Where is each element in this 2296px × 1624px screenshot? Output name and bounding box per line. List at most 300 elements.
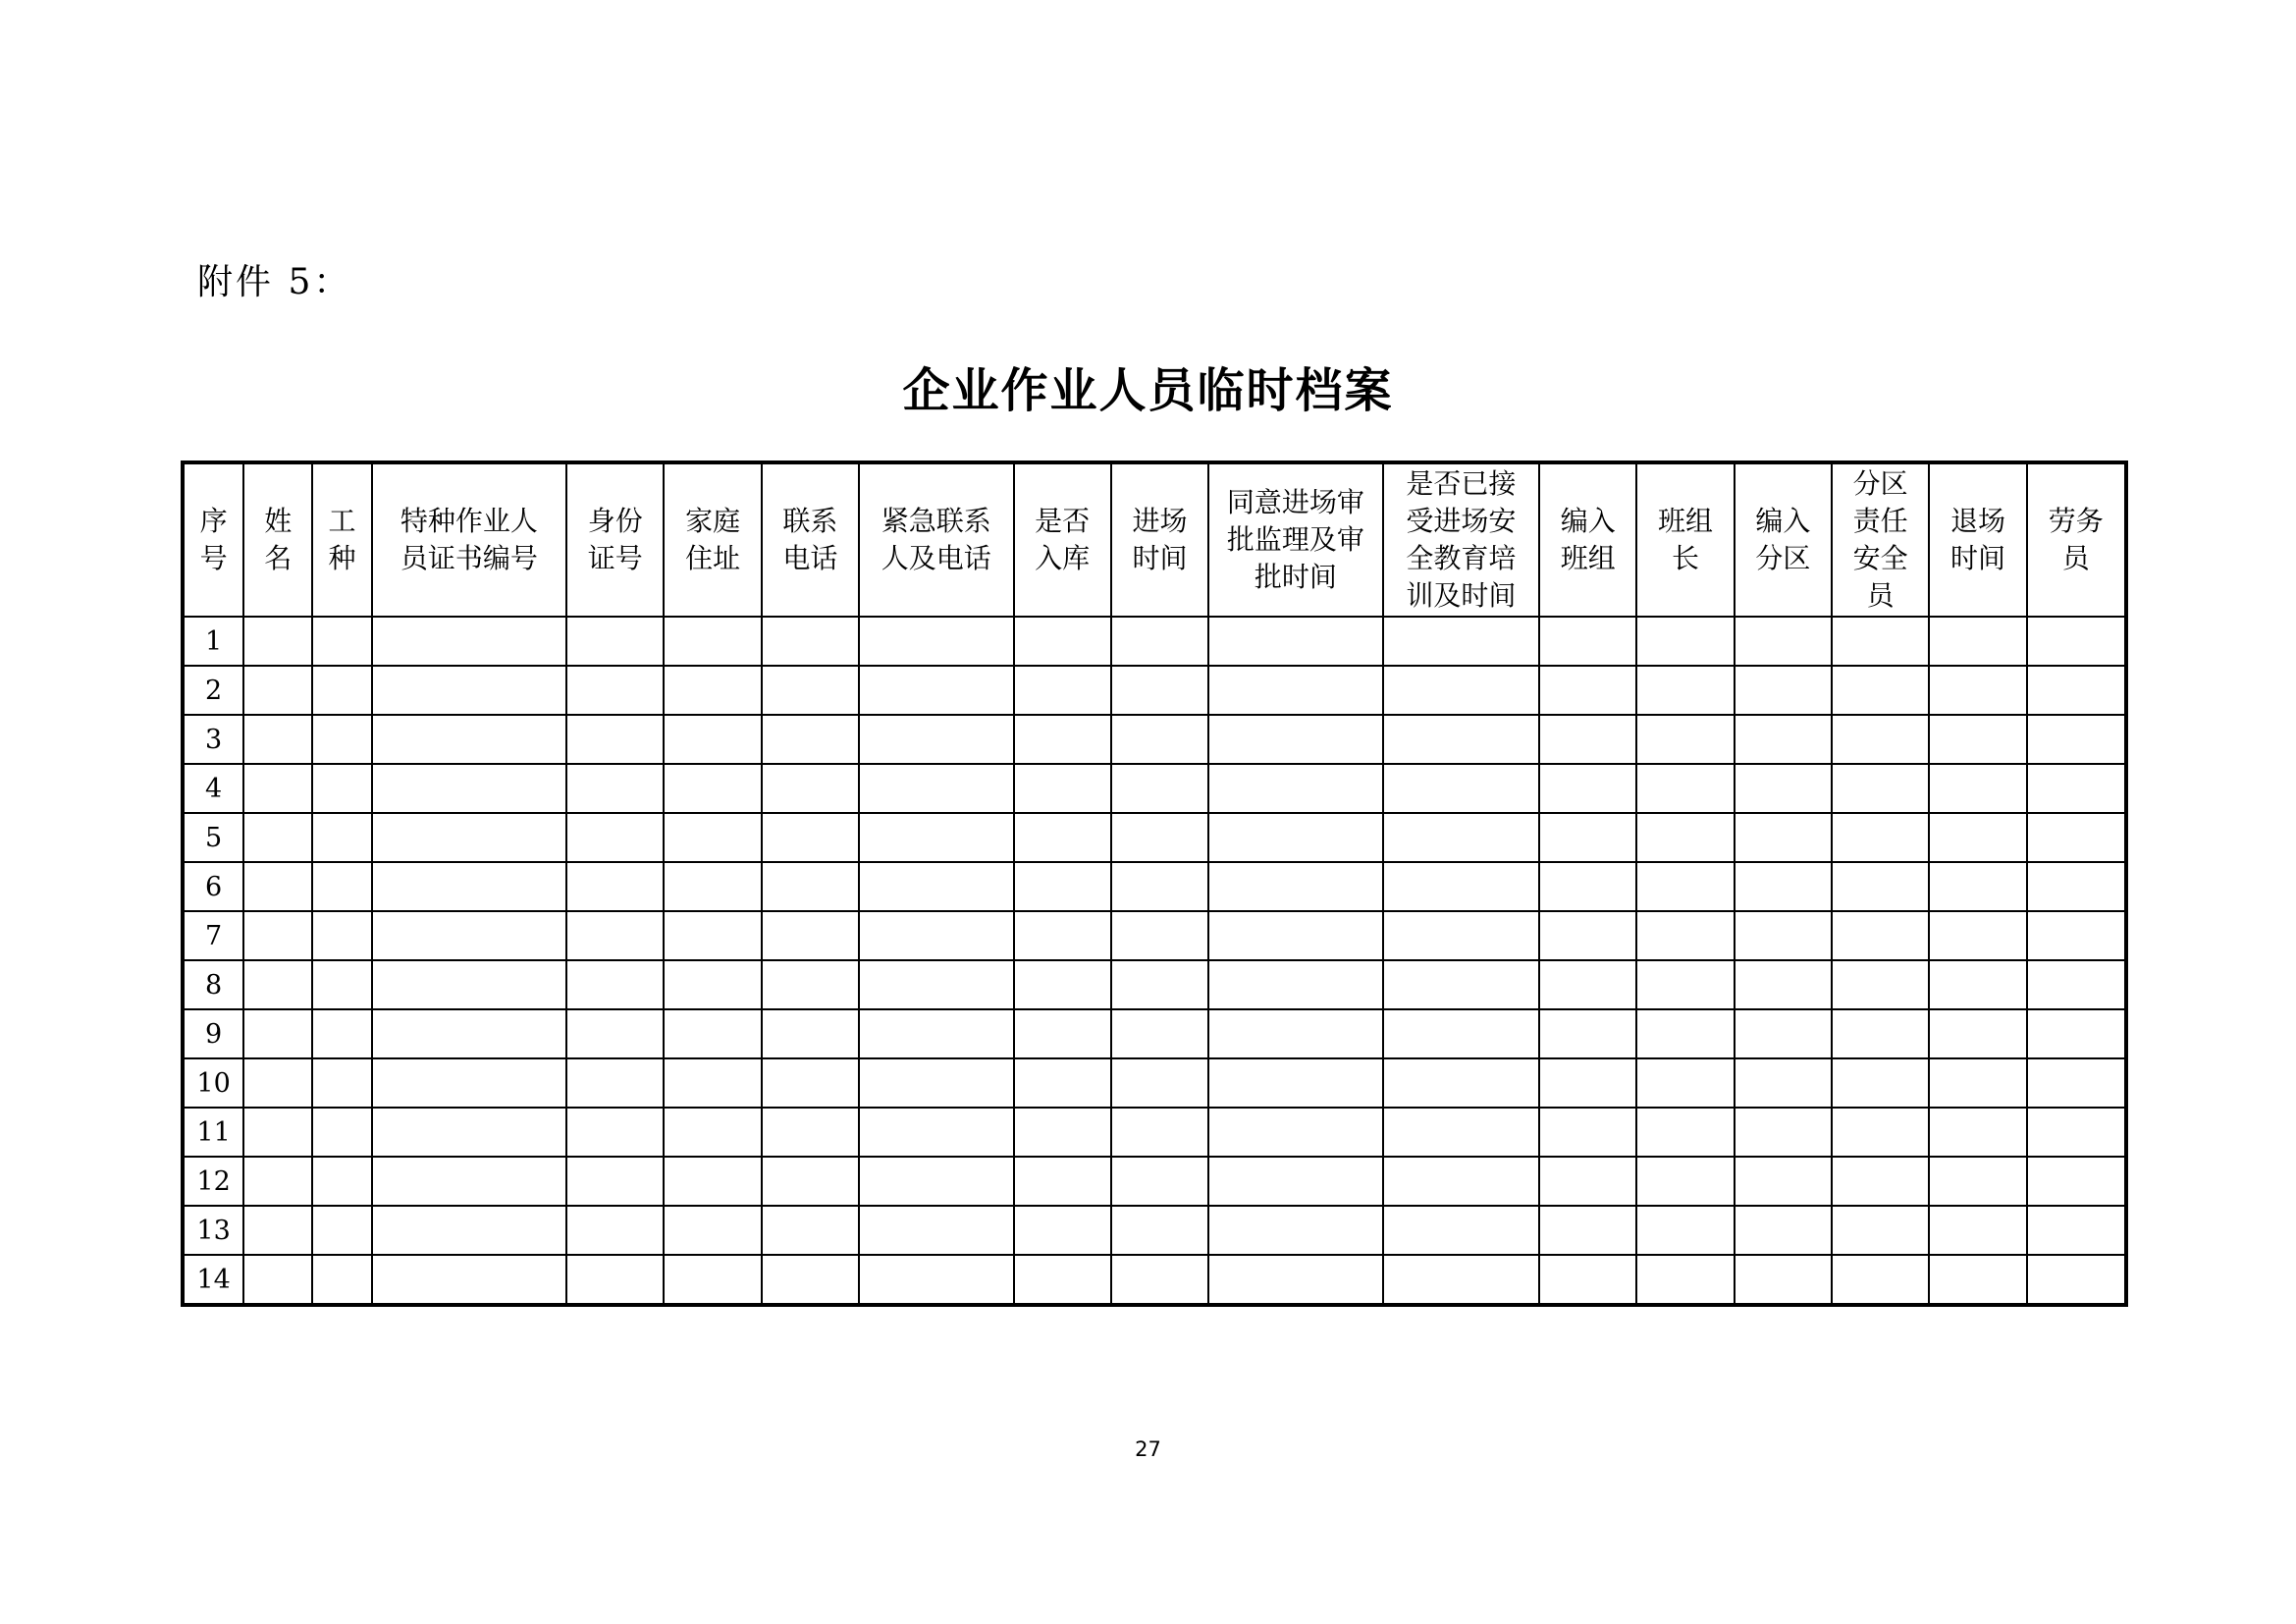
blank-entry-cell[interactable] (312, 764, 371, 813)
blank-entry-cell[interactable] (1832, 1058, 1929, 1108)
row-number-cell: 11 (183, 1108, 243, 1157)
blank-entry-cell[interactable] (1208, 666, 1383, 715)
blank-entry-cell[interactable] (372, 911, 567, 960)
blank-entry-cell[interactable] (372, 617, 567, 666)
blank-entry-cell[interactable] (1014, 960, 1111, 1009)
blank-entry-cell[interactable] (243, 764, 312, 813)
blank-entry-cell[interactable] (1735, 862, 1832, 911)
blank-entry-cell[interactable] (1636, 862, 1734, 911)
blank-entry-cell[interactable] (859, 911, 1013, 960)
blank-entry-cell[interactable] (1636, 666, 1734, 715)
blank-entry-cell[interactable] (2027, 960, 2126, 1009)
blank-entry-cell[interactable] (1735, 1108, 1832, 1157)
blank-entry-cell[interactable] (566, 1206, 664, 1255)
blank-entry-cell[interactable] (372, 1206, 567, 1255)
page-title: 企业作业人员临时档案 (902, 363, 1394, 418)
blank-entry-cell[interactable] (2027, 1255, 2126, 1305)
blank-entry-cell[interactable] (664, 1255, 761, 1305)
blank-entry-cell[interactable] (1929, 1255, 2026, 1305)
personnel-archive-table (181, 460, 2128, 1307)
column-header-label: 编入 分区 (1755, 505, 1811, 574)
blank-entry-cell[interactable] (1735, 1157, 1832, 1206)
blank-entry-cell[interactable] (1539, 617, 1636, 666)
blank-entry-cell[interactable] (762, 1009, 859, 1058)
column-header (183, 462, 243, 617)
blank-entry-cell[interactable] (243, 1255, 312, 1305)
column-header (1014, 462, 1111, 617)
blank-entry-cell[interactable] (1111, 617, 1208, 666)
blank-entry-cell[interactable] (762, 764, 859, 813)
column-header-label: 编入 班组 (1560, 505, 1616, 574)
blank-entry-cell[interactable] (1208, 764, 1383, 813)
blank-entry-cell[interactable] (859, 960, 1013, 1009)
blank-entry-cell[interactable] (372, 1255, 567, 1305)
blank-entry-cell[interactable] (1539, 1157, 1636, 1206)
table-row (183, 1108, 2126, 1157)
blank-entry-cell[interactable] (1383, 1157, 1539, 1206)
blank-entry-cell[interactable] (1832, 715, 1929, 764)
blank-entry-cell[interactable] (1929, 1157, 2026, 1206)
blank-entry-cell[interactable] (243, 813, 312, 862)
blank-entry-cell[interactable] (1832, 1009, 1929, 1058)
blank-entry-cell[interactable] (664, 813, 761, 862)
blank-entry-cell[interactable] (1832, 862, 1929, 911)
blank-entry-cell[interactable] (1539, 960, 1636, 1009)
blank-entry-cell[interactable] (312, 1058, 371, 1108)
blank-entry-cell[interactable] (1208, 617, 1383, 666)
blank-entry-cell[interactable] (859, 862, 1013, 911)
table-row (183, 960, 2126, 1009)
blank-entry-cell[interactable] (762, 911, 859, 960)
blank-entry-cell[interactable] (312, 1206, 371, 1255)
blank-entry-cell[interactable] (1111, 1009, 1208, 1058)
column-header-label: 分区 责任 安全 员 (1852, 467, 1908, 612)
blank-entry-cell[interactable] (312, 1108, 371, 1157)
blank-entry-cell[interactable] (664, 715, 761, 764)
blank-entry-cell[interactable] (1832, 1108, 1929, 1157)
blank-entry-cell[interactable] (1735, 911, 1832, 960)
blank-entry-cell[interactable] (1539, 1058, 1636, 1108)
blank-entry-cell[interactable] (1539, 1108, 1636, 1157)
blank-entry-cell[interactable] (1208, 1108, 1383, 1157)
blank-entry-cell[interactable] (1014, 764, 1111, 813)
blank-entry-cell[interactable] (1383, 1058, 1539, 1108)
column-header (1111, 462, 1208, 617)
blank-entry-cell[interactable] (1735, 715, 1832, 764)
blank-entry-cell[interactable] (566, 617, 664, 666)
blank-entry-cell[interactable] (1111, 1157, 1208, 1206)
blank-entry-cell[interactable] (664, 1157, 761, 1206)
blank-entry-cell[interactable] (1111, 1206, 1208, 1255)
column-header-label: 身份 证号 (587, 505, 643, 574)
row-number-cell: 8 (183, 960, 243, 1009)
blank-entry-cell[interactable] (1208, 1157, 1383, 1206)
row-number-cell: 10 (183, 1058, 243, 1108)
row-number-cell: 14 (183, 1255, 243, 1305)
blank-entry-cell[interactable] (1208, 715, 1383, 764)
blank-entry-cell[interactable] (1636, 1206, 1734, 1255)
blank-entry-cell[interactable] (762, 1157, 859, 1206)
blank-entry-cell[interactable] (1539, 911, 1636, 960)
blank-entry-cell[interactable] (566, 862, 664, 911)
blank-entry-cell[interactable] (859, 813, 1013, 862)
row-number-cell: 12 (183, 1157, 243, 1206)
blank-entry-cell[interactable] (1383, 617, 1539, 666)
blank-entry-cell[interactable] (1208, 1255, 1383, 1305)
row-number-cell: 13 (183, 1206, 243, 1255)
blank-entry-cell[interactable] (664, 1206, 761, 1255)
blank-entry-cell[interactable] (664, 1108, 761, 1157)
blank-entry-cell[interactable] (1929, 1009, 2026, 1058)
blank-entry-cell[interactable] (859, 1255, 1013, 1305)
blank-entry-cell[interactable] (2027, 666, 2126, 715)
blank-entry-cell[interactable] (1636, 617, 1734, 666)
blank-entry-cell[interactable] (1929, 666, 2026, 715)
blank-entry-cell[interactable] (664, 1058, 761, 1108)
blank-entry-cell[interactable] (1111, 960, 1208, 1009)
table-row (183, 715, 2126, 764)
blank-entry-cell[interactable] (566, 1108, 664, 1157)
table-row (183, 813, 2126, 862)
blank-entry-cell[interactable] (1735, 1206, 1832, 1255)
blank-entry-cell[interactable] (1383, 862, 1539, 911)
blank-entry-cell[interactable] (1539, 666, 1636, 715)
blank-entry-cell[interactable] (312, 617, 371, 666)
blank-entry-cell[interactable] (1014, 813, 1111, 862)
blank-entry-cell[interactable] (1636, 1157, 1734, 1206)
blank-entry-cell[interactable] (1929, 862, 2026, 911)
blank-entry-cell[interactable] (664, 960, 761, 1009)
blank-entry-cell[interactable] (1735, 764, 1832, 813)
blank-entry-cell[interactable] (243, 715, 312, 764)
column-header (1208, 462, 1383, 617)
blank-entry-cell[interactable] (1014, 1255, 1111, 1305)
column-header (859, 462, 1013, 617)
blank-entry-cell[interactable] (1636, 1108, 1734, 1157)
blank-entry-cell[interactable] (372, 1108, 567, 1157)
blank-entry-cell[interactable] (1383, 1009, 1539, 1058)
blank-entry-cell[interactable] (1735, 617, 1832, 666)
blank-entry-cell[interactable] (312, 666, 371, 715)
blank-entry-cell[interactable] (566, 666, 664, 715)
blank-entry-cell[interactable] (2027, 617, 2126, 666)
blank-entry-cell[interactable] (1735, 1058, 1832, 1108)
blank-entry-cell[interactable] (1208, 1058, 1383, 1108)
blank-entry-cell[interactable] (372, 960, 567, 1009)
page-number: 27 (1135, 1437, 1161, 1461)
column-header (1735, 462, 1832, 617)
blank-entry-cell[interactable] (1832, 617, 1929, 666)
blank-entry-cell[interactable] (243, 666, 312, 715)
blank-entry-cell[interactable] (2027, 1108, 2126, 1157)
column-header (2027, 462, 2126, 617)
blank-entry-cell[interactable] (1014, 1108, 1111, 1157)
blank-entry-cell[interactable] (664, 666, 761, 715)
blank-entry-cell[interactable] (1929, 1206, 2026, 1255)
blank-entry-cell[interactable] (762, 1255, 859, 1305)
blank-entry-cell[interactable] (1539, 764, 1636, 813)
blank-entry-cell[interactable] (1929, 960, 2026, 1009)
blank-entry-cell[interactable] (1014, 862, 1111, 911)
attachment-label: 附件 5： (197, 262, 352, 302)
blank-entry-cell[interactable] (1929, 764, 2026, 813)
blank-entry-cell[interactable] (243, 911, 312, 960)
blank-entry-cell[interactable] (2027, 1009, 2126, 1058)
blank-entry-cell[interactable] (1636, 1255, 1734, 1305)
table-row (183, 764, 2126, 813)
blank-entry-cell[interactable] (1832, 1157, 1929, 1206)
blank-entry-cell[interactable] (859, 1108, 1013, 1157)
blank-entry-cell[interactable] (762, 715, 859, 764)
blank-entry-cell[interactable] (312, 960, 371, 1009)
table-row (183, 1206, 2126, 1255)
blank-entry-cell[interactable] (372, 1009, 567, 1058)
blank-entry-cell[interactable] (566, 911, 664, 960)
table-row (183, 1255, 2126, 1305)
blank-entry-cell[interactable] (1383, 1255, 1539, 1305)
blank-entry-cell[interactable] (1111, 1255, 1208, 1305)
blank-entry-cell[interactable] (1014, 1157, 1111, 1206)
blank-entry-cell[interactable] (1929, 715, 2026, 764)
blank-entry-cell[interactable] (1111, 813, 1208, 862)
blank-entry-cell[interactable] (664, 862, 761, 911)
blank-entry-cell[interactable] (1383, 764, 1539, 813)
blank-entry-cell[interactable] (2027, 1206, 2126, 1255)
blank-entry-cell[interactable] (1735, 813, 1832, 862)
blank-entry-cell[interactable] (859, 1157, 1013, 1206)
blank-entry-cell[interactable] (1383, 666, 1539, 715)
blank-entry-cell[interactable] (1539, 813, 1636, 862)
table-row (183, 617, 2126, 666)
blank-entry-cell[interactable] (1929, 1058, 2026, 1108)
blank-entry-cell[interactable] (1539, 1206, 1636, 1255)
blank-entry-cell[interactable] (312, 1255, 371, 1305)
table-row (183, 862, 2126, 911)
blank-entry-cell[interactable] (372, 862, 567, 911)
blank-entry-cell[interactable] (372, 1157, 567, 1206)
blank-entry-cell[interactable] (1208, 960, 1383, 1009)
column-header (372, 462, 567, 617)
blank-entry-cell[interactable] (2027, 1157, 2126, 1206)
column-header-label: 是否 入库 (1035, 505, 1091, 574)
column-header-label: 姓 名 (264, 505, 293, 574)
blank-entry-cell[interactable] (1735, 666, 1832, 715)
blank-entry-cell[interactable] (1636, 1009, 1734, 1058)
blank-entry-cell[interactable] (1832, 764, 1929, 813)
column-header-label: 同意进场审 批监理及审 批时间 (1226, 486, 1364, 593)
blank-entry-cell[interactable] (312, 715, 371, 764)
blank-entry-cell[interactable] (1014, 1206, 1111, 1255)
row-number-cell: 2 (183, 666, 243, 715)
blank-entry-cell[interactable] (243, 1157, 312, 1206)
column-header-label: 是否已接 受进场安 全教育培 训及时间 (1406, 467, 1517, 612)
blank-entry-cell[interactable] (1208, 813, 1383, 862)
blank-entry-cell[interactable] (859, 666, 1013, 715)
blank-entry-cell[interactable] (1111, 715, 1208, 764)
blank-entry-cell[interactable] (762, 666, 859, 715)
blank-entry-cell[interactable] (243, 862, 312, 911)
blank-entry-cell[interactable] (664, 911, 761, 960)
blank-entry-cell[interactable] (1208, 1009, 1383, 1058)
blank-entry-cell[interactable] (1383, 715, 1539, 764)
blank-entry-cell[interactable] (312, 813, 371, 862)
table-row (183, 1009, 2126, 1058)
column-header (1383, 462, 1539, 617)
blank-entry-cell[interactable] (762, 1206, 859, 1255)
blank-entry-cell[interactable] (1636, 960, 1734, 1009)
blank-entry-cell[interactable] (1111, 862, 1208, 911)
blank-entry-cell[interactable] (372, 1058, 567, 1108)
blank-entry-cell[interactable] (1539, 715, 1636, 764)
blank-entry-cell[interactable] (1111, 911, 1208, 960)
blank-entry-cell[interactable] (664, 1009, 761, 1058)
blank-entry-cell[interactable] (243, 617, 312, 666)
blank-entry-cell[interactable] (1832, 666, 1929, 715)
blank-entry-cell[interactable] (1735, 1009, 1832, 1058)
blank-entry-cell[interactable] (1014, 911, 1111, 960)
blank-entry-cell[interactable] (243, 1108, 312, 1157)
blank-entry-cell[interactable] (1735, 960, 1832, 1009)
blank-entry-cell[interactable] (1636, 764, 1734, 813)
blank-entry-cell[interactable] (762, 617, 859, 666)
column-header (312, 462, 371, 617)
blank-entry-cell[interactable] (372, 813, 567, 862)
blank-entry-cell[interactable] (1539, 1009, 1636, 1058)
blank-entry-cell[interactable] (1929, 911, 2026, 960)
blank-entry-cell[interactable] (762, 862, 859, 911)
blank-entry-cell[interactable] (566, 813, 664, 862)
blank-entry-cell[interactable] (1111, 1058, 1208, 1108)
blank-entry-cell[interactable] (1832, 911, 1929, 960)
row-number-cell: 1 (183, 617, 243, 666)
blank-entry-cell[interactable] (566, 960, 664, 1009)
blank-entry-cell[interactable] (1539, 1255, 1636, 1305)
column-header-label: 紧急联系 人及电话 (881, 505, 991, 574)
blank-entry-cell[interactable] (566, 1058, 664, 1108)
blank-entry-cell[interactable] (1111, 666, 1208, 715)
blank-entry-cell[interactable] (1111, 1108, 1208, 1157)
blank-entry-cell[interactable] (566, 1009, 664, 1058)
blank-entry-cell[interactable] (859, 764, 1013, 813)
column-header-label: 序 号 (199, 505, 228, 574)
blank-entry-cell[interactable] (1832, 813, 1929, 862)
row-number-cell: 3 (183, 715, 243, 764)
blank-entry-cell[interactable] (312, 1009, 371, 1058)
blank-entry-cell[interactable] (859, 1058, 1013, 1108)
blank-entry-cell[interactable] (1832, 960, 1929, 1009)
blank-entry-cell[interactable] (243, 960, 312, 1009)
blank-entry-cell[interactable] (566, 715, 664, 764)
blank-entry-cell[interactable] (1383, 911, 1539, 960)
row-number-cell: 4 (183, 764, 243, 813)
blank-entry-cell[interactable] (1383, 1206, 1539, 1255)
column-header (566, 462, 664, 617)
row-number-cell: 6 (183, 862, 243, 911)
blank-entry-cell[interactable] (312, 1157, 371, 1206)
column-header (762, 462, 859, 617)
blank-entry-cell[interactable] (1832, 1255, 1929, 1305)
column-header-label: 特种作业人 员证书编号 (400, 505, 538, 574)
column-header (243, 462, 312, 617)
blank-entry-cell[interactable] (1636, 715, 1734, 764)
table-row (183, 1157, 2126, 1206)
blank-entry-cell[interactable] (1929, 1108, 2026, 1157)
header-row (183, 462, 2126, 617)
blank-entry-cell[interactable] (312, 911, 371, 960)
blank-entry-cell[interactable] (762, 960, 859, 1009)
blank-entry-cell[interactable] (1383, 813, 1539, 862)
blank-entry-cell[interactable] (1014, 715, 1111, 764)
column-header (1636, 462, 1734, 617)
blank-entry-cell[interactable] (762, 1108, 859, 1157)
blank-entry-cell[interactable] (1208, 862, 1383, 911)
blank-entry-cell[interactable] (1539, 862, 1636, 911)
blank-entry-cell[interactable] (1735, 1255, 1832, 1305)
blank-entry-cell[interactable] (2027, 1058, 2126, 1108)
blank-entry-cell[interactable] (1014, 666, 1111, 715)
column-header-label: 劳务 员 (2048, 505, 2104, 574)
blank-entry-cell[interactable] (2027, 911, 2126, 960)
blank-entry-cell[interactable] (664, 617, 761, 666)
blank-entry-cell[interactable] (243, 1206, 312, 1255)
blank-entry-cell[interactable] (2027, 764, 2126, 813)
blank-entry-cell[interactable] (1929, 617, 2026, 666)
blank-entry-cell[interactable] (243, 1058, 312, 1108)
blank-entry-cell[interactable] (664, 764, 761, 813)
blank-entry-cell[interactable] (566, 764, 664, 813)
blank-entry-cell[interactable] (372, 764, 567, 813)
table-body (183, 617, 2126, 1305)
column-header (1539, 462, 1636, 617)
column-header-label: 家庭 住址 (685, 505, 741, 574)
blank-entry-cell[interactable] (1929, 813, 2026, 862)
blank-entry-cell[interactable] (762, 1058, 859, 1108)
blank-entry-cell[interactable] (859, 1206, 1013, 1255)
column-header (664, 462, 761, 617)
blank-entry-cell[interactable] (1383, 1108, 1539, 1157)
blank-entry-cell[interactable] (762, 813, 859, 862)
blank-entry-cell[interactable] (2027, 862, 2126, 911)
blank-entry-cell[interactable] (1383, 960, 1539, 1009)
blank-entry-cell[interactable] (243, 1009, 312, 1058)
blank-entry-cell[interactable] (1208, 1206, 1383, 1255)
blank-entry-cell[interactable] (1014, 1009, 1111, 1058)
blank-entry-cell[interactable] (1111, 764, 1208, 813)
blank-entry-cell[interactable] (1014, 1058, 1111, 1108)
column-header (1832, 462, 1929, 617)
blank-entry-cell[interactable] (1636, 911, 1734, 960)
blank-entry-cell[interactable] (2027, 813, 2126, 862)
blank-entry-cell[interactable] (566, 1255, 664, 1305)
blank-entry-cell[interactable] (859, 715, 1013, 764)
blank-entry-cell[interactable] (312, 862, 371, 911)
blank-entry-cell[interactable] (2027, 715, 2126, 764)
blank-entry-cell[interactable] (1014, 617, 1111, 666)
blank-entry-cell[interactable] (1832, 1206, 1929, 1255)
column-header-label: 班组 长 (1658, 505, 1714, 574)
blank-entry-cell[interactable] (859, 617, 1013, 666)
blank-entry-cell[interactable] (372, 715, 567, 764)
row-number-cell: 7 (183, 911, 243, 960)
blank-entry-cell[interactable] (1636, 813, 1734, 862)
blank-entry-cell[interactable] (859, 1009, 1013, 1058)
blank-entry-cell[interactable] (566, 1157, 664, 1206)
column-header-label: 退场 时间 (1949, 505, 2005, 574)
blank-entry-cell[interactable] (372, 666, 567, 715)
blank-entry-cell[interactable] (1208, 911, 1383, 960)
blank-entry-cell[interactable] (1636, 1058, 1734, 1108)
row-number-cell: 5 (183, 813, 243, 862)
